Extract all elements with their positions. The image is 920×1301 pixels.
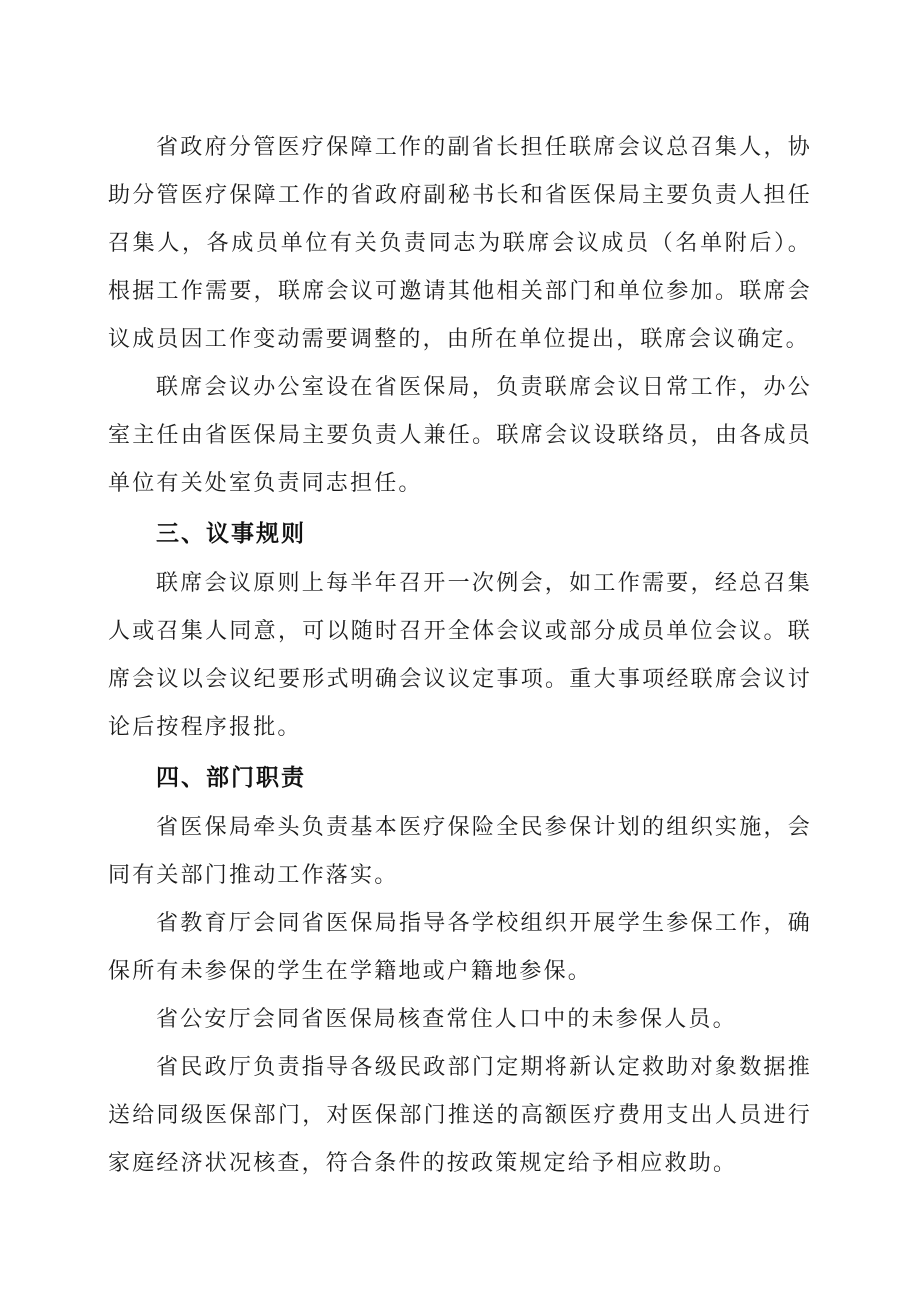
section-heading-duties: 四、部门职责 [156, 765, 306, 791]
paragraph-convener: 省政府分管医疗保障工作的副省长担任联席会议总召集人，协助分管医疗保障工作的省政府副秘书长和省医保局主要负责人担任召集人，各成员单位有关负责同志为联席会议成员（名单附后）。根据工作需要，联席会议可邀请其他相关部门和单位参加。联席会议成员因工作变动需要调整的，由所在单位提出，联席会议确定。 [108, 135, 812, 352]
document-body [108, 124, 812, 1188]
paragraph-duty-medical-security: 省医保局牵头负责基本医疗保险全民参保计划的组织实施，会同有关部门推动工作落实。 [108, 815, 812, 888]
section-heading-rules: 三、议事规则 [156, 521, 306, 547]
paragraph-office: 联席会议办公室设在省医保局，负责联席会议日常工作，办公室主任由省医保局主要负责人兼任。联席会议设联络员，由各成员单位有关处室负责同志担任。 [108, 375, 812, 496]
paragraph-duty-education: 省教育厅会同省医保局指导各学校组织开展学生参保工作，确保所有未参保的学生在学籍地或户籍地参保。 [108, 911, 812, 984]
paragraph-duty-civil-affairs: 省民政厅负责指导各级民政部门定期将新认定救助对象数据推送给同级医保部门，对医保部门推送的高额医疗费用支出人员进行家庭经济状况核查，符合条件的按政策规定给予相应救助。 [108, 1055, 812, 1176]
paragraph-duty-public-security: 省公安厅会同省医保局核查常住人口中的未参保人员。 [156, 1007, 737, 1032]
paragraph-rules: 联席会议原则上每半年召开一次例会，如工作需要，经总召集人或召集人同意，可以随时召开全体会议或部分成员单位会议。联席会议以会议纪要形式明确会议议定事项。重大事项经联席会议讨论后按程序报批。 [108, 571, 812, 740]
